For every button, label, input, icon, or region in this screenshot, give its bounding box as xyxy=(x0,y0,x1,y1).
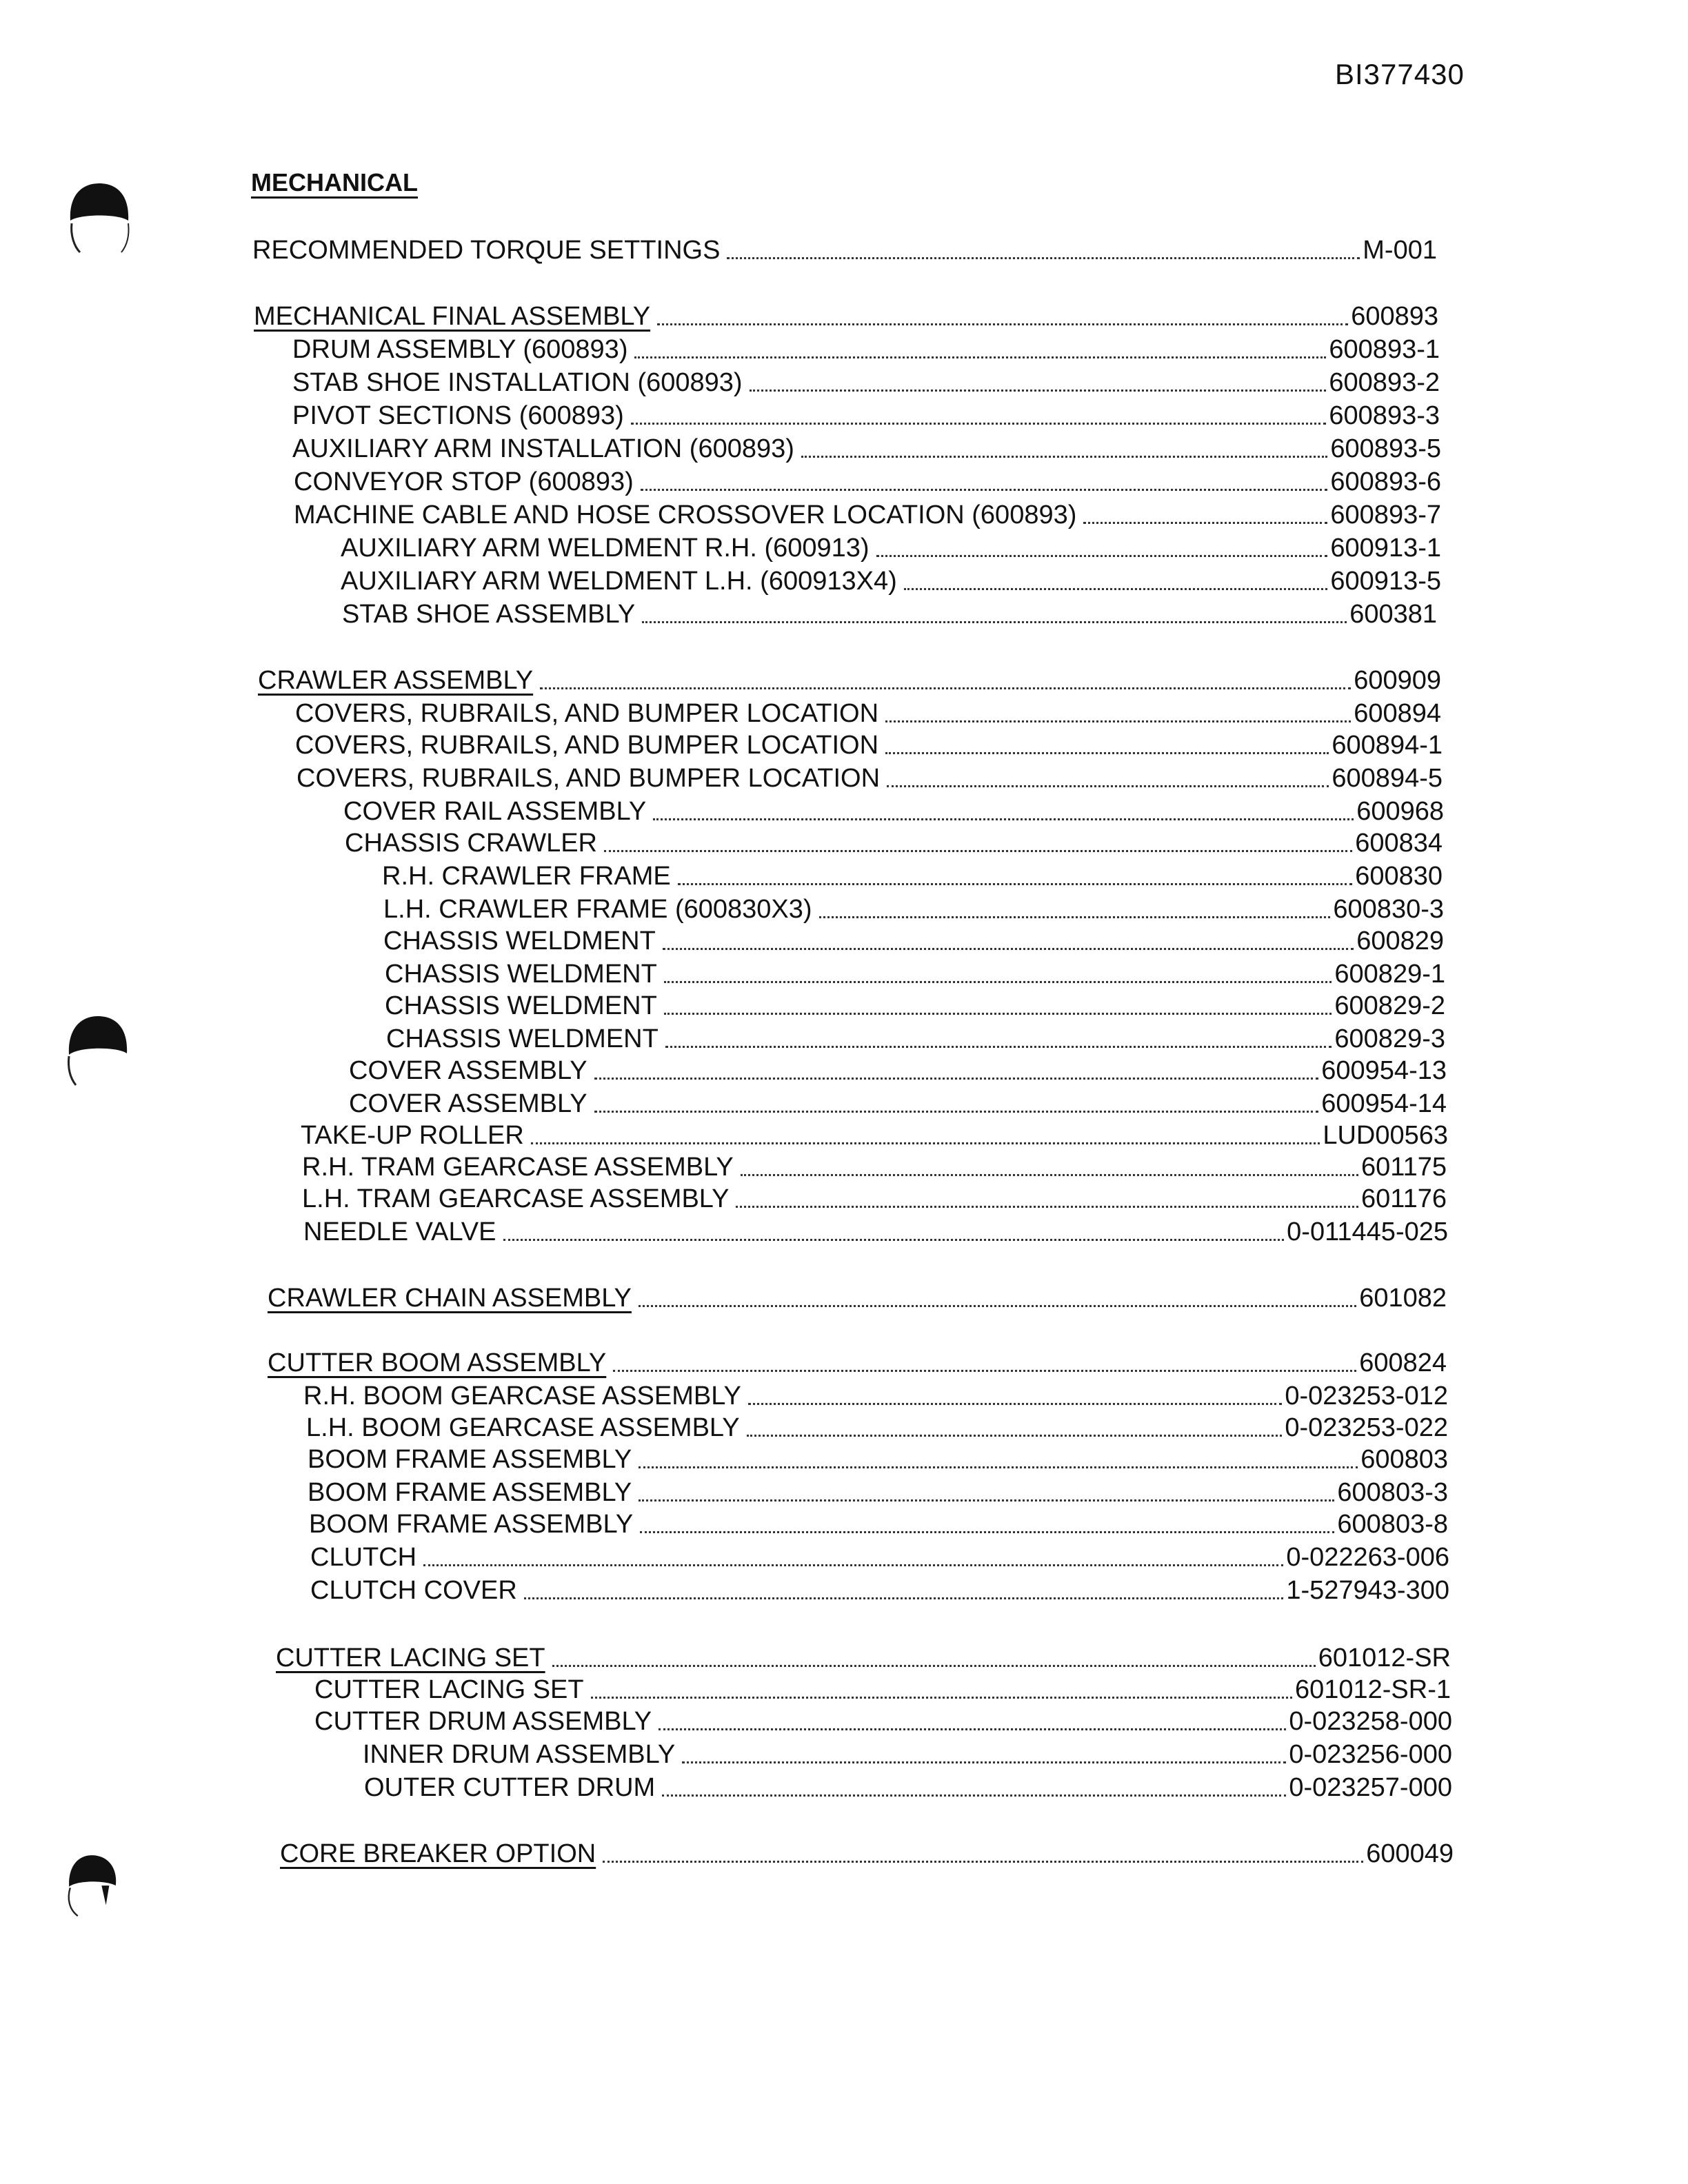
dot-leader xyxy=(885,720,1351,722)
toc-entry-page: 600893-3 xyxy=(1329,401,1440,430)
toc-entry-label: COVERS, RUBRAILS, AND BUMPER LOCATION xyxy=(295,699,879,728)
document-id: BI377430 xyxy=(1335,58,1465,90)
toc-entry-label: CRAWLER CHAIN ASSEMBLY xyxy=(268,1284,632,1313)
toc-entry-page: 601082 xyxy=(1359,1284,1447,1313)
toc-entry-label: R.H. TRAM GEARCASE ASSEMBLY xyxy=(302,1153,734,1182)
toc-entry xyxy=(364,1772,1452,1803)
toc-entry xyxy=(341,532,1441,564)
toc-entry xyxy=(310,1541,1449,1573)
dot-leader xyxy=(640,1530,1334,1533)
toc-entry-label: AUXILIARY ARM INSTALLATION (600893) xyxy=(292,434,794,463)
toc-entry xyxy=(302,1183,1447,1215)
toc-entry-label: PIVOT SECTIONS (600893) xyxy=(292,401,624,430)
dot-leader xyxy=(819,916,1331,918)
section-title: MECHANICAL xyxy=(251,168,418,196)
toc-entry-label: L.H. BOOM GEARCASE ASSEMBLY xyxy=(306,1413,740,1442)
toc-entry-label: DRUM ASSEMBLY (600893) xyxy=(292,335,628,364)
toc-entry-page: 0-011445-025 xyxy=(1287,1217,1448,1246)
dot-leader xyxy=(531,1142,1320,1144)
toc-entry-page: 600829-2 xyxy=(1334,991,1445,1020)
dot-leader xyxy=(594,1077,1319,1080)
dot-leader xyxy=(664,1012,1332,1015)
toc-entry-label: CHASSIS WELDMENT xyxy=(385,960,657,989)
toc-entry xyxy=(292,400,1440,432)
dot-leader xyxy=(662,1794,1286,1797)
toc-entry xyxy=(386,1023,1445,1055)
toc-entry-label: COVERS, RUBRAILS, AND BUMPER LOCATION xyxy=(295,731,879,760)
toc-entry-page: 600829-1 xyxy=(1334,960,1445,989)
toc-entry-label: STAB SHOE ASSEMBLY xyxy=(342,600,636,629)
toc-entry xyxy=(342,598,1437,630)
toc-entry-page: 600829-3 xyxy=(1334,1024,1445,1053)
dot-leader xyxy=(613,1369,1356,1372)
dot-leader xyxy=(639,1466,1358,1468)
toc-entry xyxy=(294,466,1441,498)
toc-entry-page: 600913-5 xyxy=(1330,567,1441,596)
toc-entry-label: CHASSIS WELDMENT xyxy=(385,991,657,1020)
toc-entry-page: 601175 xyxy=(1361,1153,1447,1182)
dot-leader xyxy=(603,1860,1363,1863)
dot-leader xyxy=(503,1238,1285,1241)
dot-leader xyxy=(634,356,1326,358)
toc-entry-page: 600893-5 xyxy=(1330,434,1441,463)
dot-leader xyxy=(665,1045,1332,1048)
toc-entry-page: 601176 xyxy=(1361,1184,1447,1213)
toc-entry-label: R.H. CRAWLER FRAME xyxy=(382,862,671,891)
toc-entry-page: 601012-SR xyxy=(1318,1644,1451,1672)
dot-leader xyxy=(727,256,1360,259)
toc-entry-label: TAKE-UP ROLLER xyxy=(301,1121,524,1150)
toc-entry-page: 0-023253-022 xyxy=(1285,1413,1448,1442)
dot-leader xyxy=(639,1304,1356,1307)
toc-entry xyxy=(309,1508,1448,1540)
toc-entry-label: CHASSIS WELDMENT xyxy=(386,1024,659,1053)
dot-leader xyxy=(904,587,1328,590)
toc-entry-label: CORE BREAKER OPTION xyxy=(280,1839,596,1868)
toc-entry xyxy=(345,827,1443,859)
toc-entry xyxy=(294,499,1441,531)
toc-entry-label: COVERS, RUBRAILS, AND BUMPER LOCATION xyxy=(297,764,881,793)
toc-entry xyxy=(295,729,1443,761)
toc-entry-page: 601012-SR-1 xyxy=(1294,1675,1451,1704)
toc-entry xyxy=(268,1282,1447,1314)
toc-entry xyxy=(280,1838,1454,1870)
toc-entry-page: 600893-1 xyxy=(1329,335,1440,364)
toc-entry xyxy=(301,1120,1448,1151)
toc-entry-label: BOOM FRAME ASSEMBLY xyxy=(308,1445,632,1474)
toc-entry-page: LUD00563 xyxy=(1323,1121,1448,1150)
toc-entry-label: NEEDLE VALVE xyxy=(303,1217,496,1246)
dot-leader xyxy=(736,1205,1358,1208)
toc-entry-page: 600909 xyxy=(1354,666,1441,695)
toc-entry xyxy=(314,1706,1452,1737)
dot-leader xyxy=(642,620,1347,623)
dot-leader xyxy=(591,1696,1292,1699)
dot-leader xyxy=(747,1434,1283,1437)
toc-entry-label: CUTTER BOOM ASSEMBLY xyxy=(268,1348,607,1377)
toc-entry xyxy=(276,1642,1451,1674)
toc-entry xyxy=(295,698,1441,729)
toc-entry-page: 0-023253-012 xyxy=(1285,1382,1448,1410)
toc-entry xyxy=(292,367,1440,398)
toc-entry xyxy=(292,334,1440,365)
dot-leader xyxy=(887,785,1329,787)
toc-entry-page: 600830-3 xyxy=(1333,895,1444,924)
toc-entry xyxy=(385,990,1445,1022)
toc-entry xyxy=(382,860,1443,892)
toc-entry-label: L.H. TRAM GEARCASE ASSEMBLY xyxy=(302,1184,730,1213)
toc-entry-label: CUTTER LACING SET xyxy=(276,1644,545,1672)
dot-leader xyxy=(1083,521,1327,524)
toc-entry-label: OUTER CUTTER DRUM xyxy=(364,1773,656,1802)
toc-entry-label: CONVEYOR STOP (600893) xyxy=(294,467,634,496)
toc-entry-label: STAB SHOE INSTALLATION (600893) xyxy=(292,368,743,397)
toc-entry xyxy=(252,234,1437,266)
toc-entry-page: 600968 xyxy=(1356,797,1444,826)
toc-entry-page: 600893-2 xyxy=(1329,368,1440,397)
dot-leader xyxy=(748,1402,1282,1405)
dot-leader xyxy=(524,1597,1284,1599)
dot-leader xyxy=(678,882,1352,885)
toc-entry-page: 1-527943-300 xyxy=(1286,1576,1449,1605)
toc-entry-label: CHASSIS WELDMENT xyxy=(383,927,656,956)
toc-entry-label: RECOMMENDED TORQUE SETTINGS xyxy=(252,236,721,265)
dot-leader xyxy=(664,980,1332,983)
toc-entry-label: L.H. CRAWLER FRAME (600830X3) xyxy=(383,895,812,924)
dot-leader xyxy=(653,818,1354,820)
dot-leader xyxy=(641,488,1328,491)
dot-leader xyxy=(876,554,1328,557)
toc-entry-label: COVER RAIL ASSEMBLY xyxy=(343,797,647,826)
toc-entry-page: 600894-1 xyxy=(1332,731,1443,760)
toc-entry xyxy=(268,1347,1447,1379)
dot-leader xyxy=(657,323,1348,325)
dot-leader xyxy=(801,455,1327,458)
toc-entry-label: CLUTCH COVER xyxy=(310,1576,517,1605)
toc-entry xyxy=(306,1412,1448,1444)
dot-leader xyxy=(682,1761,1286,1763)
toc-entry xyxy=(292,433,1441,465)
toc-entry-page: 600894 xyxy=(1354,699,1441,728)
toc-entry-label: AUXILIARY ARM WELDMENT R.H. (600913) xyxy=(341,534,870,563)
toc-entry-label: BOOM FRAME ASSEMBLY xyxy=(309,1510,634,1539)
toc-entry-page: 600893-7 xyxy=(1330,501,1441,529)
toc-entry-page: 600824 xyxy=(1359,1348,1447,1377)
dot-leader xyxy=(639,1499,1334,1502)
dot-leader xyxy=(423,1564,1283,1566)
toc-entry xyxy=(349,1088,1447,1120)
toc-entry-page: 600829 xyxy=(1356,927,1444,956)
toc-entry xyxy=(341,565,1441,597)
toc-entry xyxy=(385,958,1445,990)
toc-entry-label: MECHANICAL FINAL ASSEMBLY xyxy=(254,302,651,331)
toc-entry xyxy=(303,1380,1448,1412)
toc-entry-page: 600381 xyxy=(1349,600,1437,629)
toc-entry-label: CRAWLER ASSEMBLY xyxy=(258,666,534,695)
toc-entry xyxy=(303,1216,1448,1248)
toc-entry-page: 600803 xyxy=(1360,1445,1448,1474)
toc-entry xyxy=(297,762,1443,794)
dot-leader xyxy=(750,389,1327,392)
dot-leader xyxy=(604,849,1352,852)
toc-entry-label: CUTTER LACING SET xyxy=(314,1675,584,1704)
toc-entry-label: CLUTCH xyxy=(310,1543,417,1572)
toc-entry-label: CHASSIS CRAWLER xyxy=(345,829,597,858)
toc-entry xyxy=(383,925,1444,957)
dot-leader xyxy=(594,1110,1319,1113)
toc-entry xyxy=(383,893,1444,925)
dot-leader xyxy=(741,1173,1358,1176)
dot-leader xyxy=(663,947,1354,950)
toc-entry-label: INNER DRUM ASSEMBLY xyxy=(363,1740,676,1769)
toc-entry xyxy=(314,1674,1451,1706)
toc-entry-label: R.H. BOOM GEARCASE ASSEMBLY xyxy=(303,1382,741,1410)
toc-entry-page: 600830 xyxy=(1355,862,1443,891)
toc-entry xyxy=(363,1739,1452,1770)
toc-entry-page: 0-023258-000 xyxy=(1289,1707,1452,1736)
toc-entry xyxy=(349,1055,1447,1086)
dot-leader xyxy=(552,1664,1316,1667)
toc-entry-page: 600894-5 xyxy=(1332,764,1443,793)
toc-entry xyxy=(302,1151,1447,1183)
toc-entry-page: 600913-1 xyxy=(1330,534,1441,563)
toc-entry-label: AUXILIARY ARM WELDMENT L.H. (600913X4) xyxy=(341,567,897,596)
toc-entry xyxy=(310,1575,1449,1606)
toc-entry-page: 600049 xyxy=(1366,1839,1454,1868)
dot-leader xyxy=(659,1728,1286,1730)
toc-entry-page: 600803-3 xyxy=(1337,1478,1448,1507)
toc-entry-label: COVER ASSEMBLY xyxy=(349,1089,587,1118)
dot-leader xyxy=(631,422,1327,425)
toc-entry xyxy=(258,665,1441,696)
toc-entry-page: 600954-13 xyxy=(1321,1056,1447,1085)
toc-entry xyxy=(254,301,1438,332)
toc-entry-label: MACHINE CABLE AND HOSE CROSSOVER LOCATION (600893) xyxy=(294,501,1077,529)
toc-entry-page: 600954-14 xyxy=(1321,1089,1447,1118)
dot-leader xyxy=(885,751,1329,754)
dot-leader xyxy=(540,687,1351,689)
toc-entry-page: 600803-8 xyxy=(1337,1510,1448,1539)
toc-entry-page: 600893 xyxy=(1351,302,1438,331)
toc-entry xyxy=(308,1444,1448,1475)
toc-entry-label: COVER ASSEMBLY xyxy=(349,1056,587,1085)
toc-entry xyxy=(308,1477,1448,1508)
toc-entry-page: 600834 xyxy=(1355,829,1443,858)
toc-entry-page: M-001 xyxy=(1363,236,1437,265)
toc-entry-page: 0-022263-006 xyxy=(1286,1543,1449,1572)
toc-entry-label: BOOM FRAME ASSEMBLY xyxy=(308,1478,632,1507)
toc-entry-page: 0-023256-000 xyxy=(1289,1740,1452,1769)
toc-entry xyxy=(343,796,1444,827)
toc-entry-page: 600893-6 xyxy=(1330,467,1441,496)
toc-entry-page: 0-023257-000 xyxy=(1289,1773,1452,1802)
toc-entry-label: CUTTER DRUM ASSEMBLY xyxy=(314,1707,652,1736)
